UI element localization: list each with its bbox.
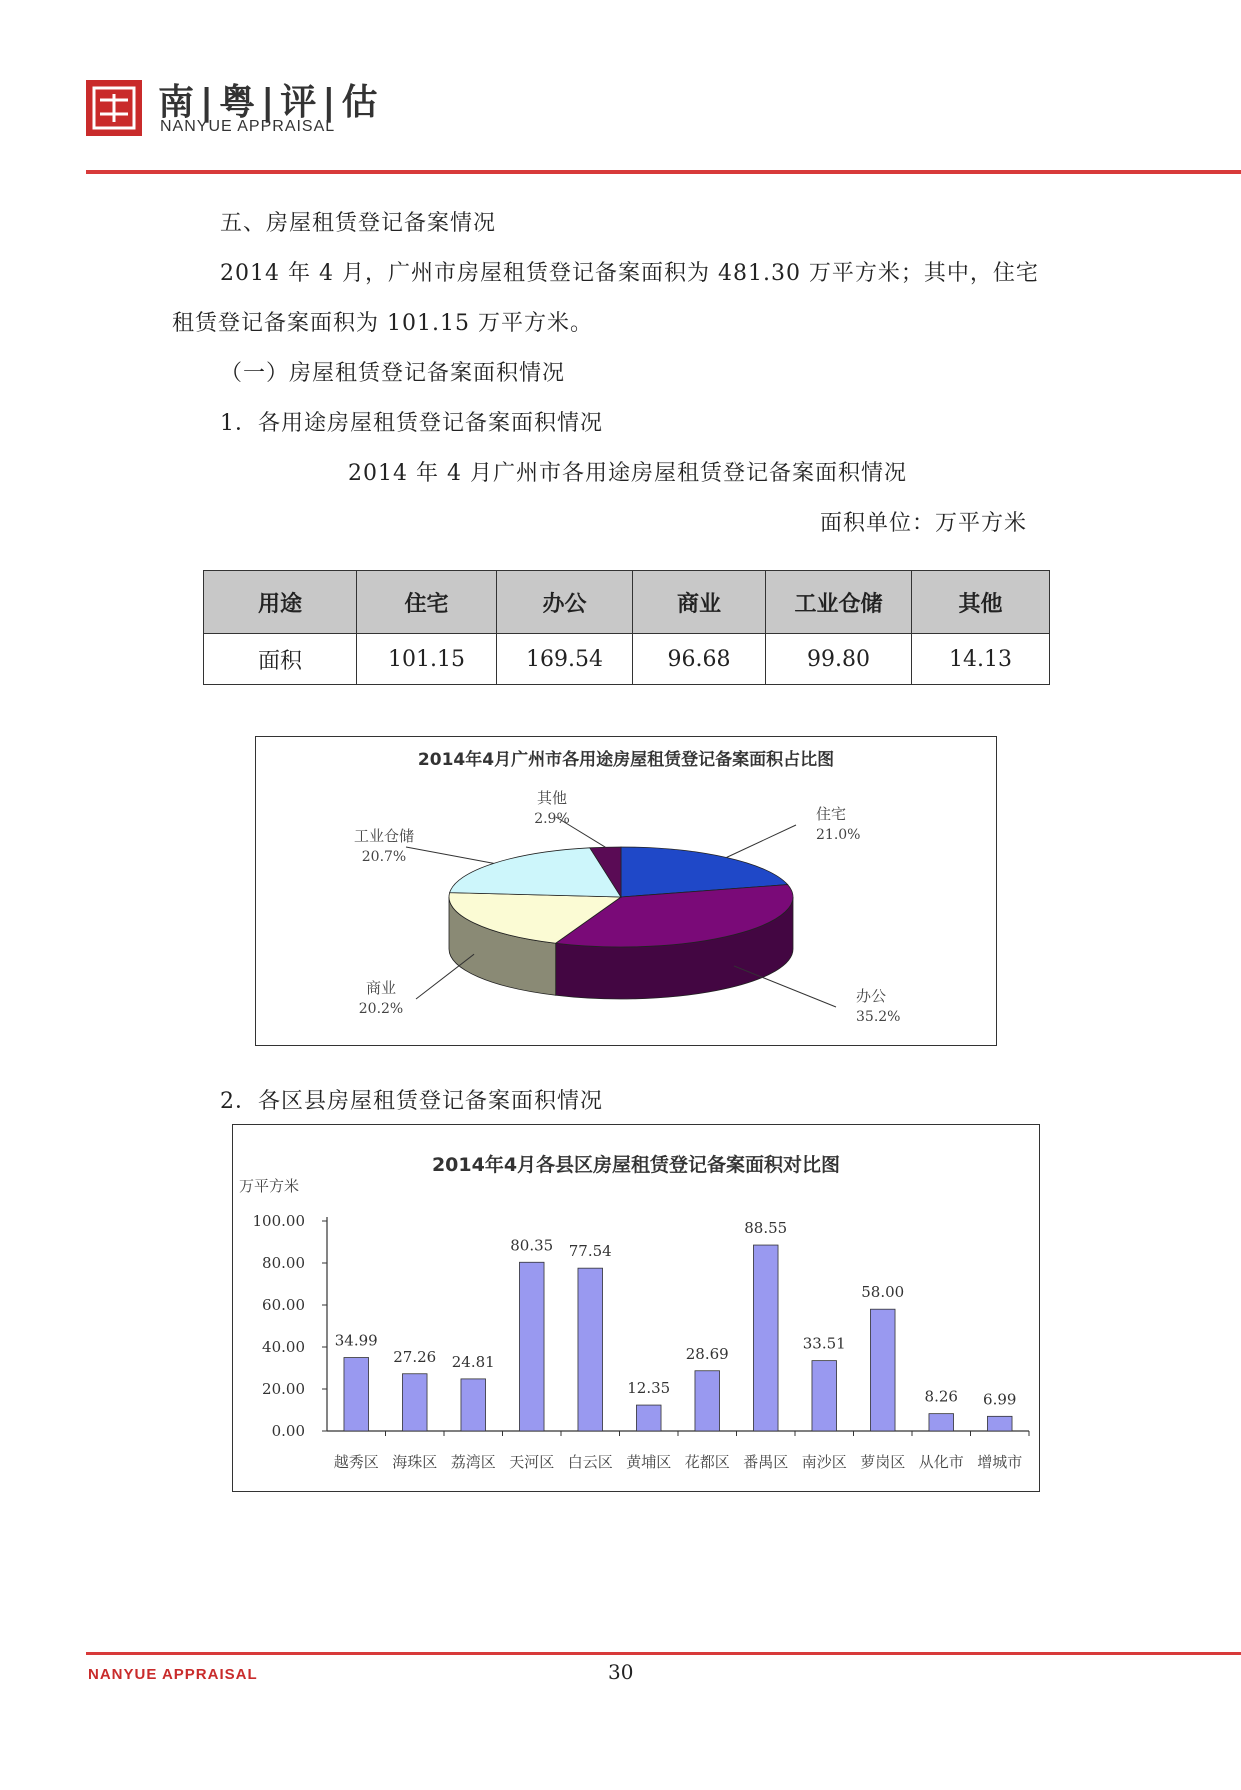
pie-value-label: 21.0%: [816, 827, 861, 843]
bar-category-label: 增城市: [977, 1453, 1023, 1471]
pie-label: 工业仓储: [353, 827, 415, 845]
bar-category-label: 萝岗区: [860, 1453, 906, 1471]
pie-value-label: 20.7%: [361, 849, 407, 865]
bar-category-label: 越秀区: [333, 1453, 379, 1471]
footer-rule: [86, 1652, 1241, 1655]
pie-label: 办公: [856, 987, 887, 1005]
footer-brand: NANYUE APPRAISAL: [88, 1666, 258, 1683]
page-number: 30: [608, 1660, 634, 1684]
table-cell: 面积: [204, 634, 357, 685]
bar-mark: [402, 1374, 427, 1431]
pie-value-label: 2.9%: [534, 811, 570, 827]
pie-leader-line: [734, 966, 836, 1007]
bar-mark: [812, 1361, 837, 1431]
bar-category-label: 番禺区: [743, 1453, 789, 1471]
table-header-cell: 住宅: [357, 571, 497, 634]
bar-category-label: 白云区: [567, 1453, 613, 1471]
pie-label: 商业: [365, 979, 397, 997]
bar-value-label: 77.54: [568, 1242, 612, 1261]
bar-mark: [636, 1405, 661, 1431]
bar-mark: [344, 1358, 369, 1431]
bar-y-tick-label: 40.00: [262, 1338, 305, 1356]
bar-y-tick-label: 80.00: [262, 1254, 305, 1272]
paragraph-line-1: 2014 年 4 月，广州市房屋租赁登记备案面积为 481.30 万平方米；其中，住宅: [220, 261, 1039, 286]
bar-value-label: 34.99: [334, 1331, 378, 1350]
bar-y-tick-label: 0.00: [271, 1422, 305, 1440]
bar-mark: [461, 1379, 486, 1431]
bar-mark: [870, 1309, 895, 1431]
bar-category-label: 天河区: [509, 1453, 555, 1471]
bar-chart-box: [232, 1124, 1040, 1492]
section-title: 五、房屋租赁登记备案情况: [220, 211, 497, 236]
bar-category-label: 海珠区: [392, 1453, 438, 1471]
bar-y-tick-label: 100.00: [252, 1212, 305, 1230]
pie-leader-line: [416, 954, 474, 999]
bar-category-label: 南沙区: [801, 1453, 847, 1471]
bar-value-label: 33.51: [802, 1334, 846, 1353]
table-cell: 101.15: [357, 634, 497, 685]
table-cell: 14.13: [912, 634, 1050, 685]
pie-chart: [256, 737, 996, 1045]
bar-mark: [753, 1245, 778, 1431]
bar-value-label: 6.99: [983, 1390, 1017, 1409]
bar-ylabel: 万平方米: [239, 1177, 300, 1195]
table-header-row: [204, 571, 1050, 634]
bar-value-label: 12.35: [627, 1379, 671, 1398]
table-header-cell: 办公: [497, 571, 633, 634]
table-cell: 96.68: [633, 634, 766, 685]
sub-title: （一）房屋租赁登记备案面积情况: [220, 361, 566, 386]
pie-value-label: 20.2%: [358, 1001, 404, 1017]
usage-area-table: [203, 570, 1050, 685]
pie-label: 住宅: [816, 805, 847, 823]
table-header-cell: 其他: [912, 571, 1050, 634]
paragraph-line-2: 租赁登记备案面积为 101.15 万平方米。: [172, 311, 593, 336]
table-cell: 99.80: [766, 634, 912, 685]
table-row: [204, 634, 1050, 685]
table-cell: 169.54: [497, 634, 633, 685]
pie-label: 其他: [536, 789, 568, 807]
pie-leader-line: [406, 847, 494, 863]
logo-cn-text: 南|粤|评|估: [158, 82, 384, 123]
pie-title: 2014年4月广州市各用途房屋租赁登记备案面积占比图: [417, 750, 835, 770]
pie-value-label: 35.2%: [856, 1009, 901, 1025]
table-unit: 面积单位：万平方米: [820, 511, 1028, 536]
table-caption: 2014 年 4 月广州市各用途房屋租赁登记备案面积情况: [348, 461, 907, 486]
bar-y-tick-label: 20.00: [262, 1380, 305, 1398]
item2-title: 2．各区县房屋租赁登记备案面积情况: [220, 1089, 603, 1114]
item1-title: 1．各用途房屋租赁登记备案面积情况: [220, 411, 603, 436]
pie-chart-box: [255, 736, 997, 1046]
bar-value-label: 24.81: [451, 1352, 495, 1371]
bar-mark: [519, 1262, 544, 1431]
header-rule: [86, 170, 1241, 174]
bar-category-label: 荔湾区: [450, 1453, 496, 1471]
pie-leader-line: [726, 825, 796, 857]
bar-value-label: 88.55: [744, 1219, 788, 1238]
bar-y-tick-label: 60.00: [262, 1296, 305, 1314]
bar-mark: [987, 1416, 1012, 1431]
bar-value-label: 80.35: [510, 1236, 554, 1255]
logo-en-text: NANYUE APPRAISAL: [160, 118, 336, 135]
bar-mark: [929, 1414, 954, 1431]
bar-mark: [578, 1268, 603, 1431]
table-header-cell: 工业仓储: [766, 571, 912, 634]
table-header-cell: 商业: [633, 571, 766, 634]
bar-title: 2014年4月各县区房屋租赁登记备案面积对比图: [431, 1154, 841, 1176]
bar-value-label: 8.26: [924, 1387, 958, 1406]
bar-category-label: 黄埔区: [626, 1453, 672, 1471]
bar-mark: [695, 1371, 720, 1431]
bar-value-label: 27.26: [393, 1347, 437, 1366]
logo-mark-icon: [86, 80, 142, 136]
table-header-cell: 用途: [204, 571, 357, 634]
bar-chart: [233, 1125, 1039, 1491]
bar-category-label: 从化市: [918, 1453, 964, 1471]
bar-value-label: 58.00: [861, 1283, 905, 1302]
bar-value-label: 28.69: [685, 1344, 729, 1363]
bar-category-label: 花都区: [684, 1453, 730, 1471]
